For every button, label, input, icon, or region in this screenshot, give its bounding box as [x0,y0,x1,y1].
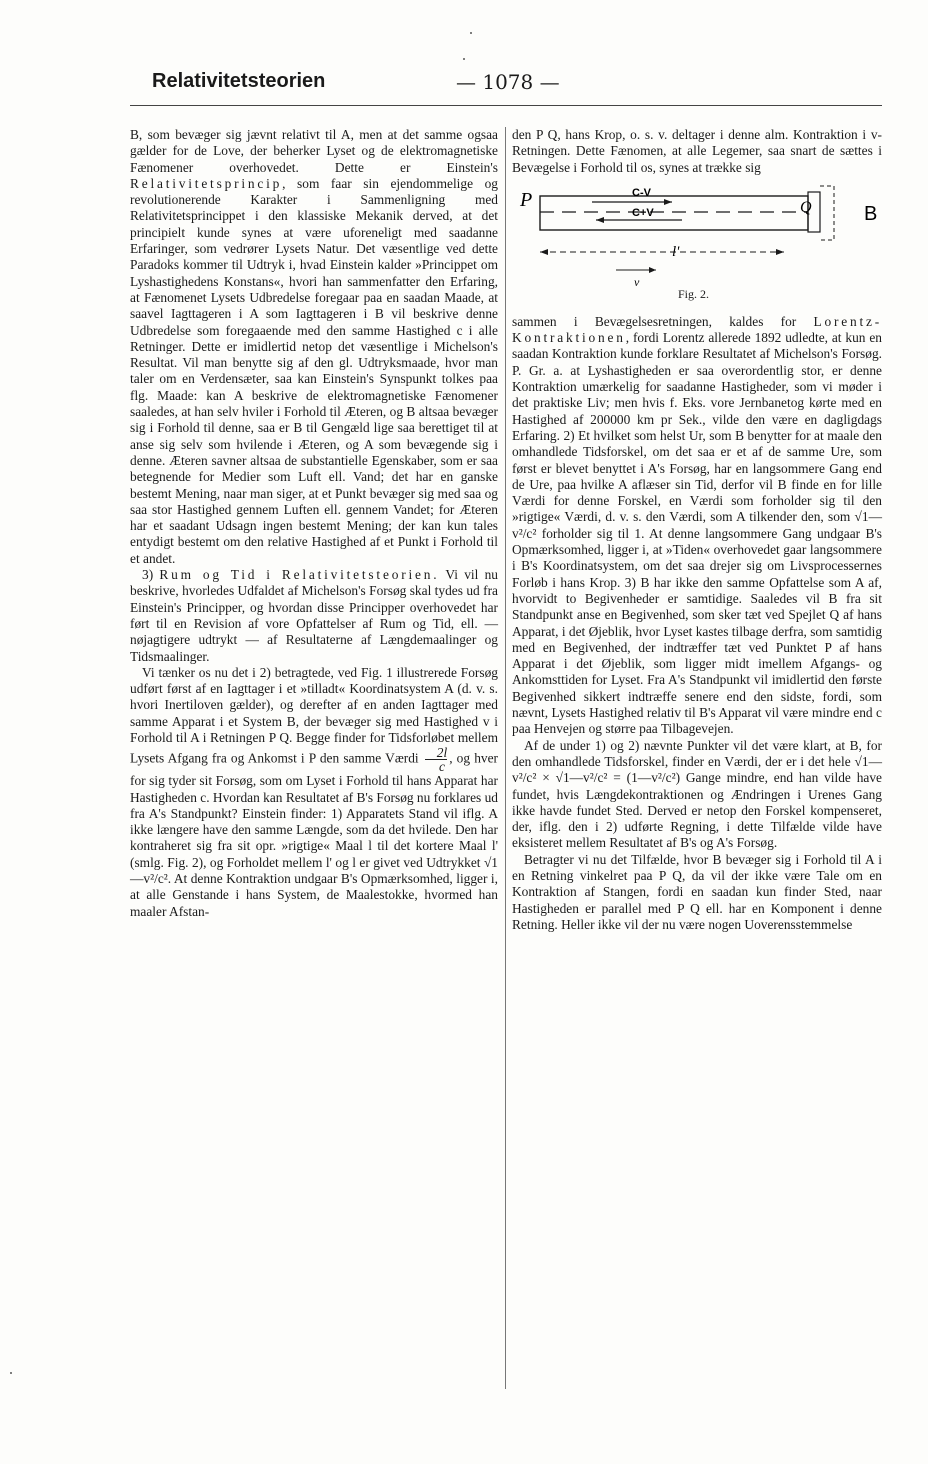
spaced-term: Lorentz-Kontraktionen [512,313,882,346]
label-c-minus-v: C-V [632,186,651,199]
left-column [130,127,498,920]
scan-speck [470,32,472,34]
paragraph: Betragter vi nu det Tilfælde, hvor B bevæger sig i Forhold til A i en Retning vinkelret paa P Q, da vil der ikke være Tale om en Kontraktion af Stangen, fordi en saadan kun finder Sted, naar Hastigheden er parallel med P Q ell. har en Komponent i denne Retning. Heller ikke vil der nu være nogen Uoverensstemmelse [512,851,882,932]
arrowhead-icon [776,249,784,255]
section-heading: Rum og Tid i Relativitetsteorien. [159,567,440,583]
right-column [512,127,882,933]
arrowhead-icon [540,249,548,255]
arrowhead-icon [649,267,656,273]
fraction: $\frac{2l}{c}$ [425,746,447,773]
label-p: P [520,188,533,211]
paragraph: Vi tænker os nu det i 2) betragtede, ved Fig. 1 illustrerede Forsøg udført først af en Iagttager i et »tilladt« Koordinatsystem A (d. v. s. hvori Inertiloven gælder), og derefter af en anden Iagttager med samme Apparat i et System B, der bevæger sig med Hastighed v i Forhold til A i Retningen P Q. Begge finder for Tidsforløbet mellem Lysets Afgang fra og Ankomst i P den samme Værdi $\frac{2l}{c}$ , og hver for sig tyder sit Forsøg, som om Lyset i Forhold til hans Apparat har Hastigheden c. Hvordan kan Resultatet af B's Forsøg nu forklares ud fra A's Standpunkt? Einstein finder: 1) Apparatets Stand vil iflg. A ikke længere have den samme Længde, som da det hvilede. Den har kontraheret sig fra sit opr. »rigtige« Maal l til det kortere Maal l' (smlg. Fig. 2), og Forholdet mellem l' og l er givet ved Udtrykket √1—v²/c². At denne Kontraktion undgaar B's Opmærksomhed, ligger i, at alle Genstande i hans System, de Maalestokke, hvormed han maaler Afstan- [130,664,498,919]
paragraph: den P Q, hans Krop, o. s. v. deltager i denne alm. Kontraktion i v-Retningen. Dette Fænomen, at alle Legemer, saa snart de sættes i Bevægelse i Forhold til os, synes at trække sig [512,127,882,175]
running-header [152,70,880,100]
header-rule [130,105,882,106]
column-divider [505,127,506,1389]
page-number: — 1078 — [456,70,560,94]
label-q: Q [800,198,812,216]
figure-2 [512,180,882,308]
original-length-marker [820,186,834,240]
figure-caption: Fig. 2. [678,286,710,301]
label-v: v [634,274,640,289]
running-title: Relativitetsteorien [152,70,326,92]
paragraph-section-3: 3) Rum og Tid i Relativitetsteorien. Vi vil nu beskrive, hvorledes Udfaldet af Michelson's Forsøg skal tydes ud fra Einstein's Principper, og hvordan disse Principper overhovedet har ført til en Revision af vore Opfattelser af Rum og Tid, ell. — nøjagtigere udtrykt — af Resultaterne af Længdemaalinger og Tidsmaalinger. [130,567,498,664]
arrowhead-icon [596,217,604,223]
paragraph: Af de under 1) og 2) nævnte Punkter vil det være klart, at B, for den omhandlede Tidsforskel, finder en Værdi, der er i det hele √1—v²/c² × √1—v²/c² = (1—v²/c²) Gange mindre, end han vilde have fundet, hvis Længdekontraktionen og Ændringen i Urenes Gang ikke havde fundet Sted. Derved er netop den Forskel kompenseret, der, iflg. den i 2) udførte Regning, i dette Tilfælde vilde have eksisteret mellem Resultatet af B's og A's Forsøg. [512,737,882,851]
arrowhead-icon [664,199,672,205]
scan-speck [10,1372,12,1374]
label-l-prime: l' [672,243,680,260]
paragraph: sammen i Bevægelsesretningen, kaldes for Lorentz-Kontraktionen, fordi Lorentz allerede 1892 udledte, at kun en saadan Kontraktion kunde forklare Resultatet af Michelson's Forsøg. P. Gr. a. at Lyshastigheden er saa overordentlig stor, er denne Kontraktion umærkelig for saadanne Hastigheder, som vi møder i det praktiske Liv; men hvis f. Eks. vore Jernbanetog kørte med en Hastighed af 200000 km pr Sek., vilde den være en dagligdags Erfaring. 2) Et hvilket som helst Ur, som B benytter for at maale den omhandlede Tidsforskel, om det saa er et af de samme Ure, som først er blevet benyttet i A's Forsøg, har en langsommere Gang end de Ure, paa hvilke A aflæser sin Tid, derfor vil B finde en for lille Værdi for denne Forskel, en Værdi som forholder sig til den »rigtige« Værdi, d. v. s. den Værdi, som A tilkender den, som √1—v²/c² forholder sig til 1. At denne langsommere Gang undgaar B's Opmærksomhed, ligger i, at »Tiden« overhovedet gaar langsommere i B's Koordinatsystem, om det saa drejer sig om Livsprocessernes Forløb i hans Krop. 3) B har ikke den samme Opfattelse som A af, hvorvidt to Begivenheder er samtidige. Saaledes vil B fra sit Standpunkt anse en Begivenhed, som sker tæt ved Spejlet Q af hans Apparat, i det Øjeblik, hvor Lyset kastes tilbage derfra, som samtidig med en Begivenhed, der indtræffer tæt ved Punktet P af hans Apparat i det Øjeblik, som ligger midt imellem Afgangs- og Ankomsttiden for Lyset. Fra A's Standpunkt vil imidlertid den første Begivenhed sikkert indtræffe senere end den sidste, fordi, som nævnt, Lysets Hastighed relativ til B's Apparat vil være mindre end c paa Henvejen og større paa Tilbagevejen. [512,313,883,737]
label-b: B [864,202,878,225]
scan-speck [463,58,465,60]
paragraph: B, som bevæger sig jævnt relativt til A, men at det samme ogsaa gælder for de Love, der beherker Lyset og de elektromagnetiske Fænomener overhovedet. Dette er Einstein's Relativitetsprincip, som faar sin ejendommelige og revolutionerende Karakter i Sammenligning med Relativitetsprincippet i den klassiske Mekanik derved, at det principielt kunde synes at være uforeneligt med saadanne Erfaringer, som vedrører Lysets Natur. Det væsentlige ved dette Paradoks kommer til Udtryk i, hvad Einstein kalder »Princippet om Lyshastighedens Konstans«, hvori han sammenfatter den Erfaring, at Fænomenet Lysets Udbredelse foregaar paa en saadan Maade, at saavel Iagttageren i A som Iagttageren i B vil beskrive denne Udbredelse som foregaaende med den samme Hastighed c i alle Retninger. Dette er imidlertid netop det væsentlige i Michelson's Resultat. Vil man benytte sig af den gl. Udtryksmaade, hvor man taler om en Verdensæter, saa kan Einstein's Synspunkt tolkes paa flg. Maade: kan A beskrive de elektromagnetiske Fænomener saaledes, at han selv hviler i Forhold til Æteren, og B altsaa bevæger sig i Forhold til denne, saa er B til Gengæld lige saa berettiget til at anse sig selv som hvilende i Æteren, og A som bevægende sig i denne. Æteren savner altsaa de substantielle Egenskaber, som er saa betegnende for Medier som Luft ell. Vand; det har en ganske bestemt Mening, naar man siger, at et Punkt bevæger sig med saa og saa stor Hastighed gennem Luften ell. gennem Vandet; for Æteren har et saadant Udsagn ingen bestemt Mening; der kan kun tales entydigt bestemt om den relative Hastighed af et Punkt i Forhold til et andet. [130,127,498,566]
rod-outline [540,196,808,230]
label-c-plus-v: C+V [632,206,654,219]
spaced-term: Relativitetsprincip [130,175,283,191]
